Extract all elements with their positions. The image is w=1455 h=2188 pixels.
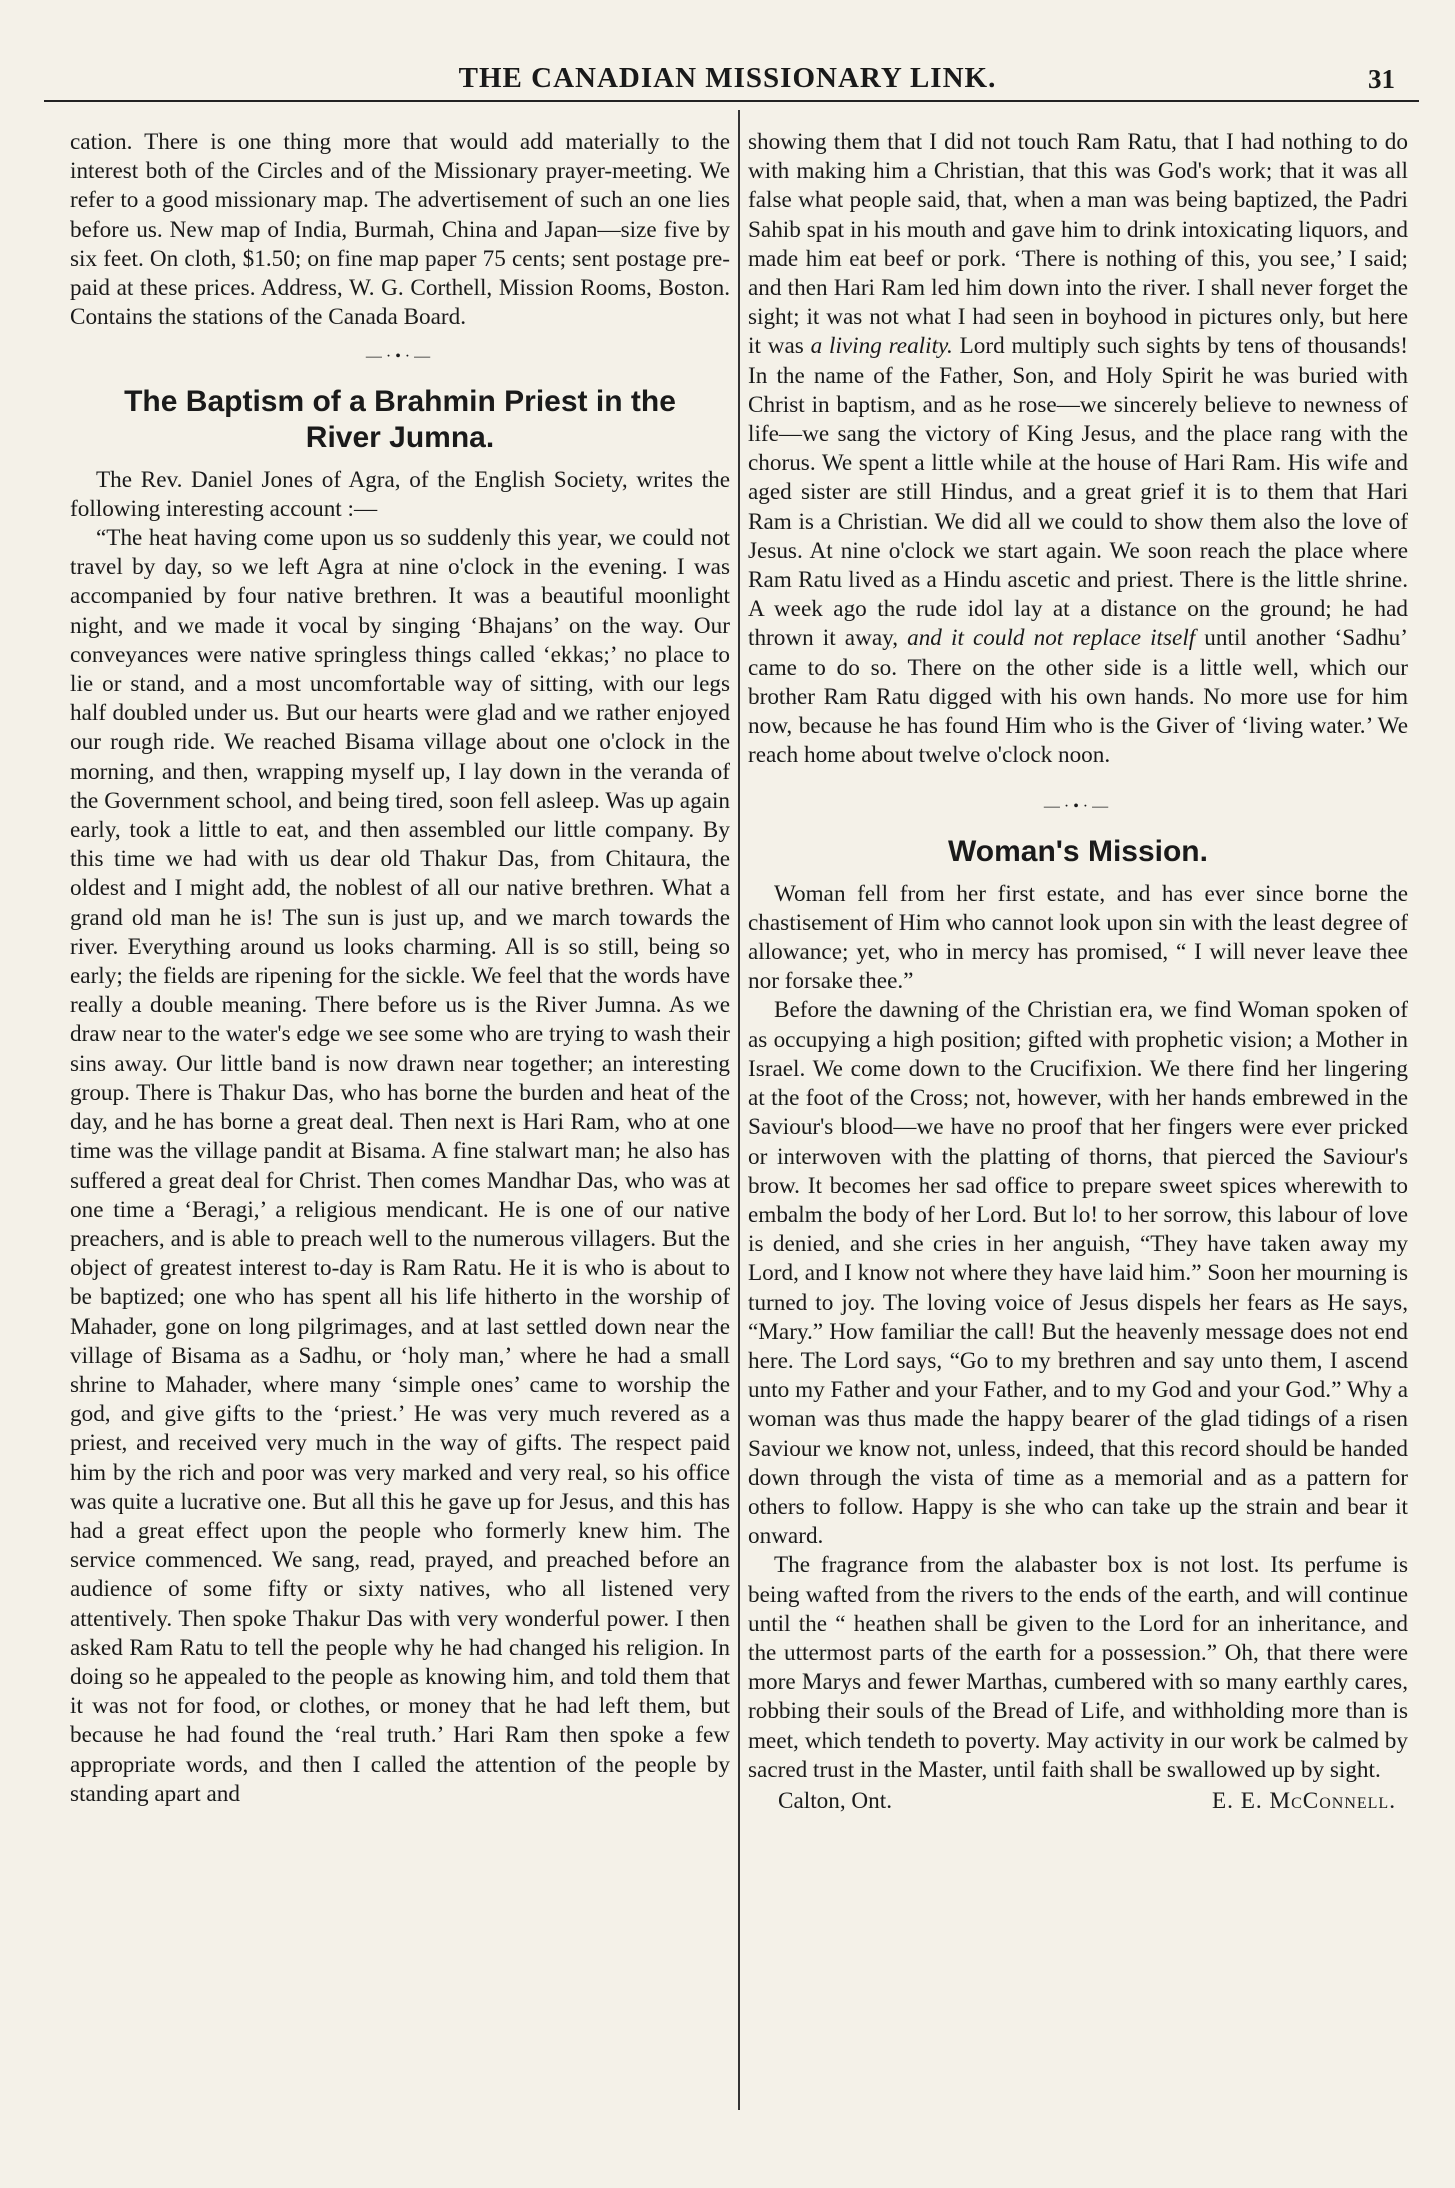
signoff-author: E. E. McConnell. bbox=[1211, 1787, 1396, 1814]
page-header bbox=[0, 62, 1455, 102]
article-title-baptism bbox=[70, 384, 730, 456]
header-rule bbox=[44, 100, 1419, 102]
article-paragraph: The fragrance from the alabaster box is not lost. Its perfume is being wafted from the rivers to the ends of the earth, and will continue until the “ heathen shall be given to the Lord for an inheritance, and the uttermost parts of the earth for a possession.” Oh, that there were more Marys and fewer Marthas, cumbered with so many earthly cares, robbing their souls of the Bread of Life, and withholding more than is meet, which tendeth to poverty. May activity in our work be calmed by sacred trust in the Master, until faith shall be swallowed up by sight. bbox=[748, 1552, 1408, 1783]
article-paragraph: “The heat having come upon us so suddenly this year, we could not travel by day, so we left Agra at nine o'clock in the evening. I was accompanied by four native brethren. It was a beautiful moonlight night, and we made it vocal by singing ‘Bhajans’ on the way. Our conveyances were native springless things called ‘ekkas;’ no place to lie or stand, and a most uncomfortable way of sitting, with our legs half doubled under us. But our hearts were glad and we rather enjoyed our rough ride. We reached Bisama village about one o'clock in the morning, and then, wrapping myself up, I lay down in the veranda of the Government school, and being tired, soon fell asleep. Was up again early, took a little to eat, and then assembled our little company. By this time we had with us dear old Thakur Das, from Chitaura, the oldest and I might add, the noblest of all our native brethren. What a grand old man he is! The sun is just up, and we march towards the river. Everything around us looks charming. All is so still, being so early; the fields are ripening for the sickle. We feel that the words have really a double meaning. There before us is the River Jumna. As we draw near to the water's edge we see some who are trying to wash their sins away. Our little band is now drawn near together; an interesting group. There is Thakur Das, who has borne the burden and heat of the day, and he has borne a great deal. Then next is Hari Ram, who at one time was the village pandit at Bisama. A fine stalwart man; he also has suffered a great deal for Christ. Then comes Mandhar Das, who was at one time a ‘Beragi,’ a religious mendicant. He is one of our native preachers, and is able to preach well to the numerous villagers. But the object of greatest interest to-day is Ram Ratu. He it is who is about to be baptized; one who has spent all his life hitherto in the worship of Mahader, gone on long pilgrimages, and at last settled down near the village of Bisama as a Sadhu, or ‘holy man,’ where he had a small shrine to Mahader, where many ‘simple ones’ came to worship the god, and give gifts to the ‘priest.’ He was very much revered as a priest, and received very much in the way of gifts. The respect paid him by the rich and poor was very marked and very real, so his office was quite a lucrative one. But all this he gave up for Jesus, and this has had a great effect upon the people who formerly knew him. The service commenced. We sang, read, prayed, and preached before an audience of some fifty or sixty natives, who all listened very attentively. Then spoke Thakur Das with very wonderful power. I then asked Ram Ratu to tell the people why he had changed his religion. In doing so he appealed to the people as knowing him, and told them that it was not for food, or clothes, or money that he had left them, but because he had found the ‘real truth.’ Hari Ram then spoke a few appropriate words, and then I called the attention of the people by standing apart and bbox=[70, 525, 730, 1807]
right-column bbox=[748, 128, 1408, 1816]
page-number: 31 bbox=[1368, 64, 1395, 94]
article-paragraph: The Rev. Daniel Jones of Agra, of the English Society, writes the following interesting account :— bbox=[70, 466, 730, 522]
text-run: Lord multiply such sights by tens of thousands! In the name of the Father, Son, and Holy Spirit he was buried with Christ in baptism, and as he rose—we sincerely believe to newness of life—we sang the victory of King Jesus, and the place rang with the chorus. We spent a little while at the house of Hari Ram. His wife and aged sister are still Hindus, and a great grief it is to them that Hari Ram is a Christian. We did all we could to show them also the love of Jesus. At nine o'clock we start again. We soon reach the place where Ram Ratu lived as a Hindu ascetic and priest. There is the little shrine. A week ago the rude idol lay at a distance on the ground; he had thrown it away, bbox=[748, 333, 1408, 652]
italic-text: a living reality. bbox=[810, 333, 953, 360]
article-paragraph: Woman fell from her first estate, and has ever since borne the chastisement of Him who cannot look upon sin with the least degree of allowance; yet, who in mercy has promised, “ I will never leave thee nor forsake thee.” bbox=[748, 880, 1408, 995]
article-title-womans-mission: Woman's Mission. bbox=[948, 834, 1208, 868]
text-run: showing them that I did not touch Ram Ratu, that I had nothing to do with making him a Christian, that this was God's work; that it was all false what people said, that, when a man was being baptized, the Padri Sahib spat in his mouth and gave him to drink intoxicating liquors, and made him eat beef or pork. ‘There is nothing of this, you see,’ I said; and then Hari Ram led him down into the river. I shall never forget the sight; it was not what I had seen in boyhood in pictures only, but here it was bbox=[748, 129, 1408, 360]
continued-paragraph bbox=[748, 128, 1408, 770]
article-title-line2: River Jumna. bbox=[305, 420, 495, 454]
left-column bbox=[70, 128, 730, 1809]
article-title-line1: The Baptism of a Brahmin Priest in the bbox=[124, 384, 676, 418]
article-paragraph: Before the dawning of the Christian era, we find Woman spoken of as occupying a high position; gifted with prophetic vision; a Mother in Israel. We come down to the Crucifixion. We there find her lingering at the foot of the Cross; not, however, with her hands embrewed in the Saviour's blood—we have no proof that her fingers were ever pricked or interwoven with the platting of thorns, that pierced the Saviour's brow. It becomes her sad office to prepare sweet spices wherewith to embalm the body of her Lord. But lo! to her sorrow, this labour of love is denied, and she cries in her anguish, “They have taken away my Lord, and I know not where they have laid him.” Soon her mourning is turned to joy. The loving voice of Jesus dispels her fears as He says, “Mary.” How familiar the call! But the heavenly message does not end here. The Lord says, “Go to my brethren and say unto them, I ascend unto my Father and your Father, and to my God and your God.” Why a woman was thus made the happy bearer of the glad tidings of a risen Saviour we know not, unless, indeed, that this record should be handed down through the vista of time as a memorial and as a pattern for others to follow. Happy is she who can take up the strain and bear it onward. bbox=[748, 997, 1408, 1550]
publication-title: THE CANADIAN MISSIONARY LINK. bbox=[458, 62, 997, 94]
text-run: until another ‘Sadhu’ came to do so. There on the other side is a little well, which our brother Ram Ratu digged with his own hands. No more use for him now, because he has found Him who is the Giver of ‘living water.’ We reach home about twelve o'clock noon. bbox=[748, 625, 1408, 769]
section-separator: —·•·— bbox=[365, 348, 435, 366]
signoff-place: Calton, Ont. bbox=[778, 1787, 893, 1814]
column-divider bbox=[738, 110, 740, 2110]
italic-text: and it could not replace itself bbox=[907, 625, 1196, 652]
section-separator: —·•·— bbox=[1043, 798, 1113, 816]
continued-paragraph: cation. There is one thing more that would add materially to the interest both of the Circles and of the Missionary prayer-meeting. We refer to a good missionary map. The advertisement of such an one lies before us. New map of India, Burmah, China and Japan—size five by six feet. On cloth, $1.50; on fine map paper 75 cents; sent postage pre-paid at these prices. Address, W. G. Corthell, Mission Rooms, Boston. Contains the stations of the Canada Board. bbox=[70, 129, 730, 331]
article-signoff bbox=[748, 1787, 1408, 1816]
